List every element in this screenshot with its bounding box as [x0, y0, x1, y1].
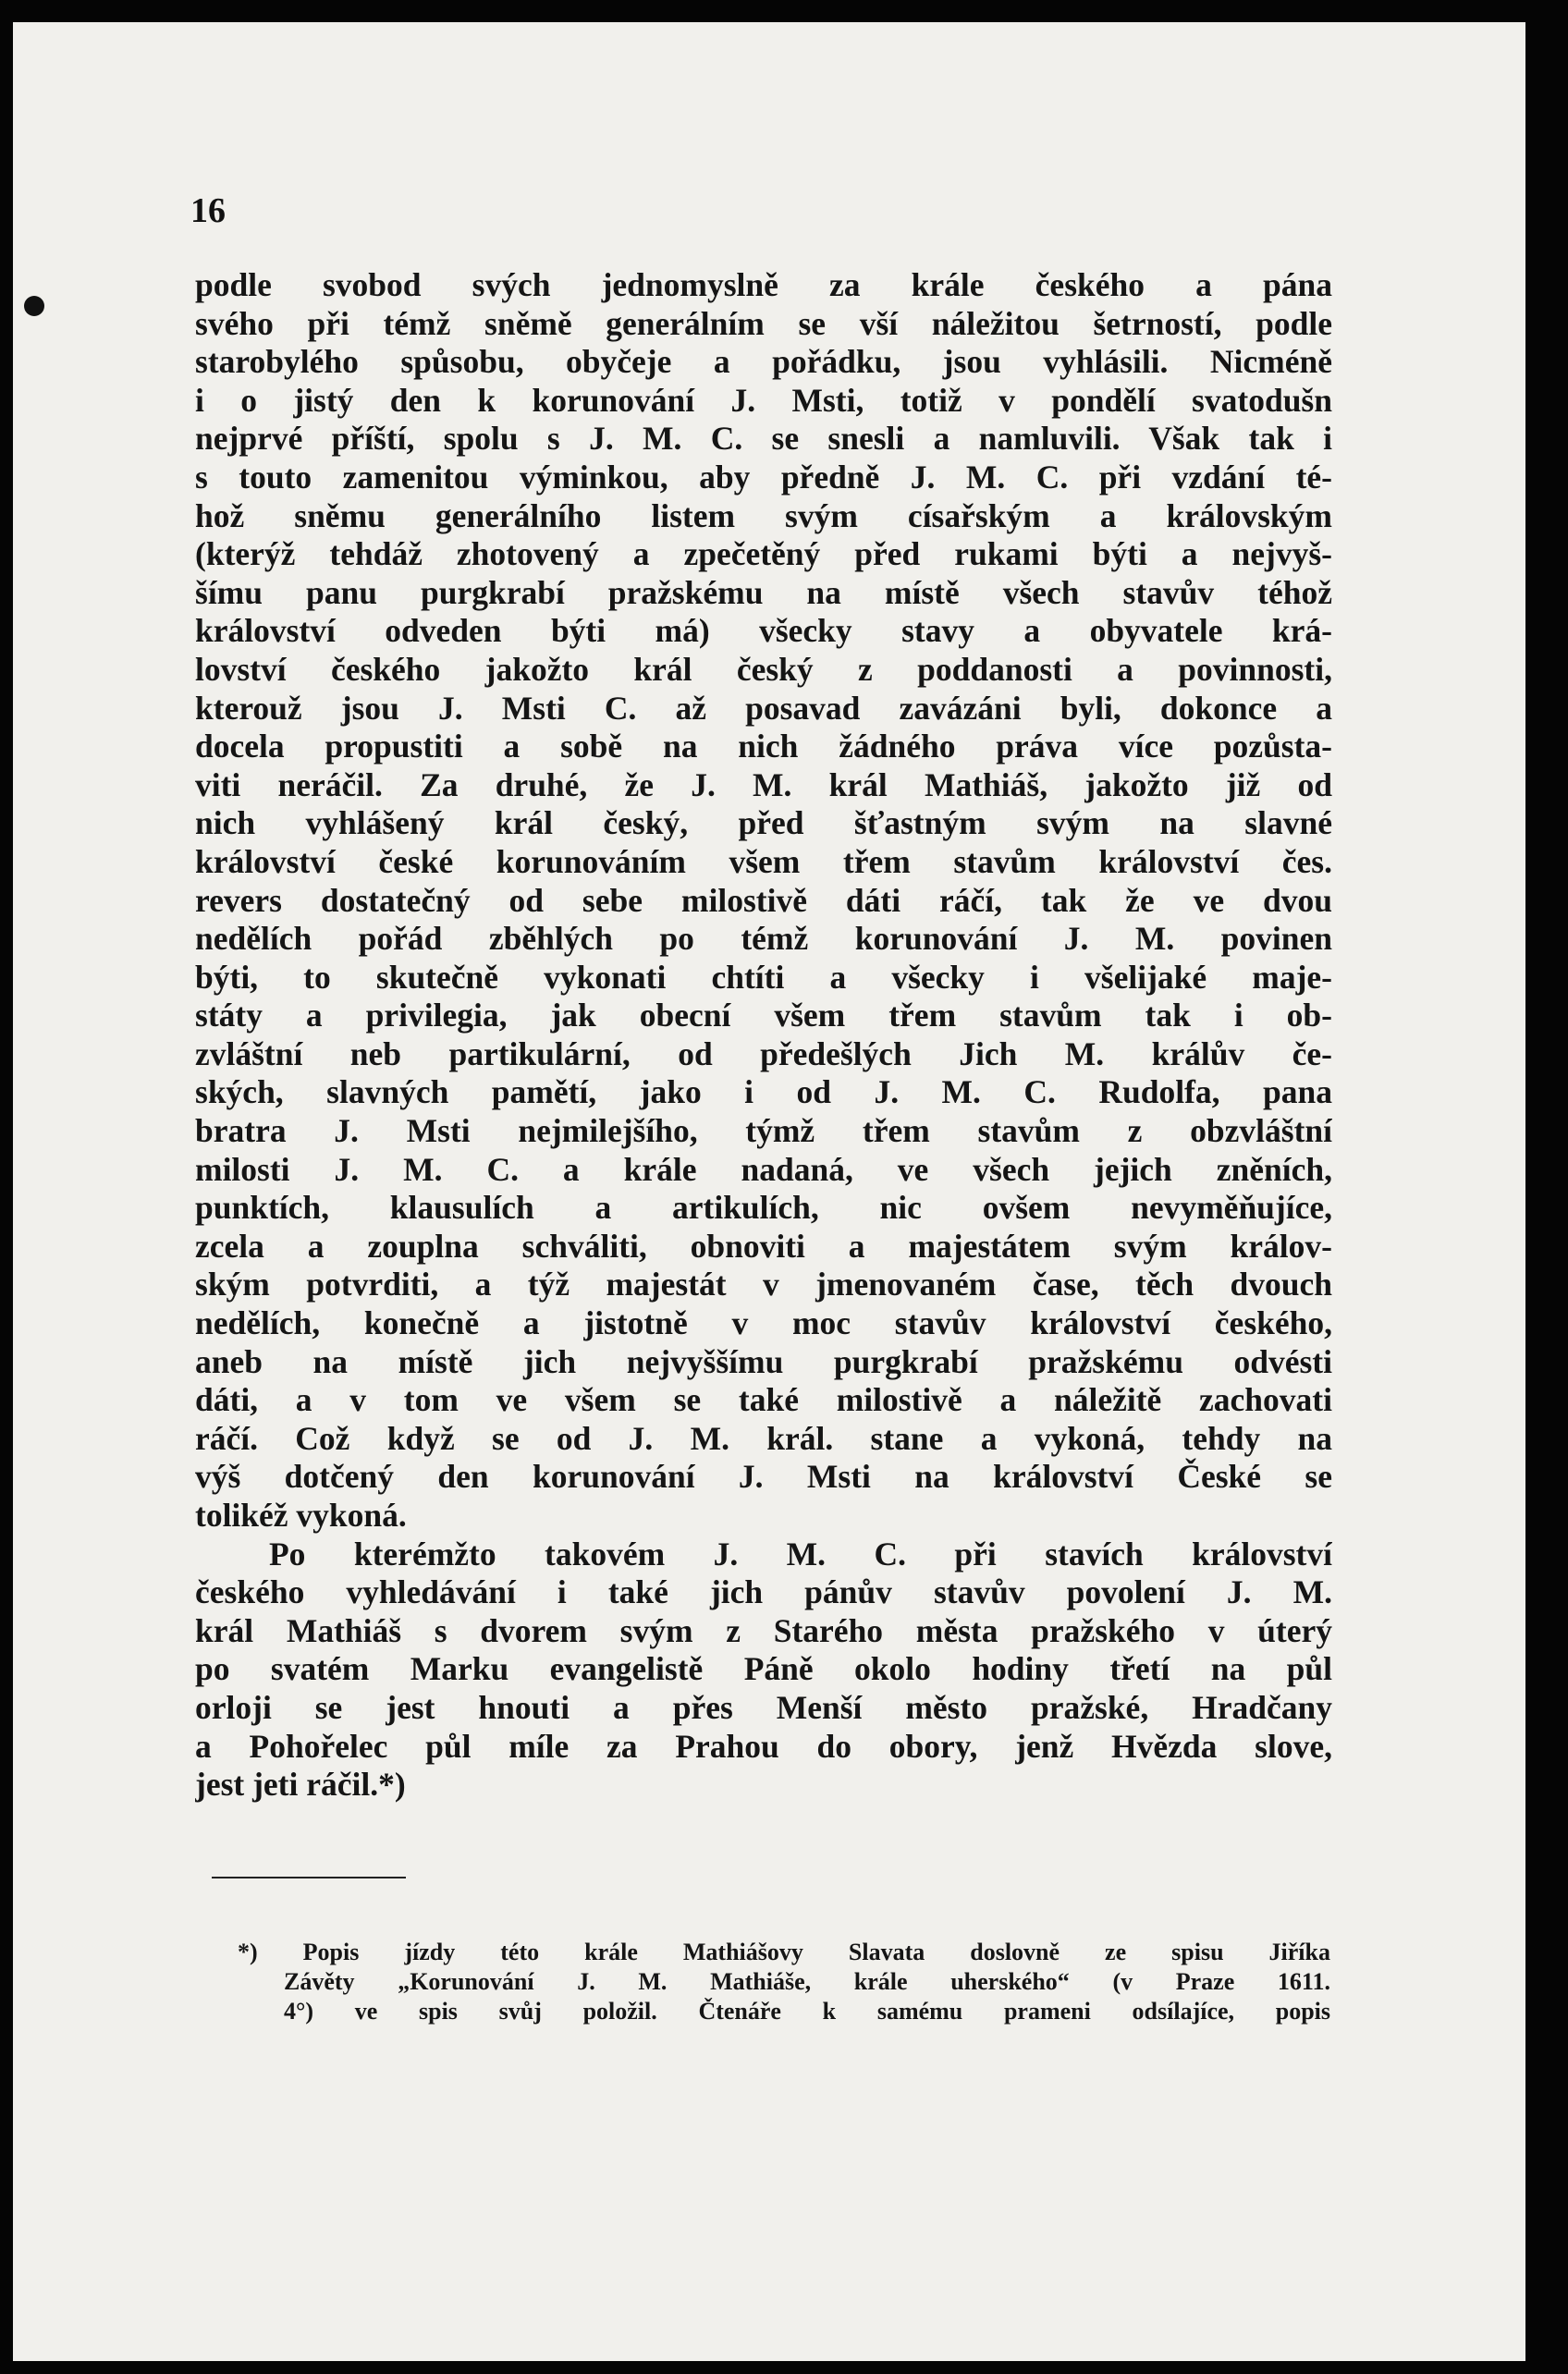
text-line: milosti J. M. C. a krále nadaná, ve všech jejich zněních,	[195, 1150, 1332, 1188]
footnote	[238, 1938, 1330, 2026]
scan-mark	[24, 296, 44, 316]
text-line: býti, to skutečně vykonati chtíti a všecky i všelijaké maje-	[195, 958, 1332, 996]
text-line: aneb na místě jich nejvyššímu purgkrabí pražskému odvésti	[195, 1342, 1332, 1380]
page-number: 16	[190, 191, 226, 230]
text-line: i o jistý den k korunování J. Msti, totiž v pondělí svatodušn	[195, 381, 1332, 419]
text-line: bratra J. Msti nejmilejšího, týmž třem stavům z obzvláštní	[195, 1112, 1332, 1150]
book-page	[13, 22, 1525, 2361]
text-line: českého vyhledávání i také jich pánův stavův povolení J. M.	[195, 1573, 1332, 1611]
text-line: Po kterémžto takovém J. M. C. při stavích království	[269, 1535, 1332, 1572]
footnote-separator	[212, 1877, 406, 1878]
text-line: nedělích pořád zběhlých po témž korunování J. M. povinen	[195, 920, 1332, 958]
text-line: král Mathiáš s dvorem svým z Starého města pražského v úterý	[195, 1611, 1332, 1649]
text-line: lovství českého jakožto král český z poddanosti a povinnosti,	[195, 650, 1332, 688]
text-line: království odveden býti má) všecky stavy a obyvatele krá-	[195, 612, 1332, 650]
text-line: (kterýž tehdáž zhotovený a zpečetěný před rukami býti a nejvyš-	[195, 535, 1332, 573]
text-line: starobylého spůsobu, obyčeje a pořádku, jsou vyhlásili. Nicméně	[195, 343, 1332, 381]
body-text	[195, 266, 1332, 1805]
text-line: s touto zamenitou výminkou, aby předně J. M. C. při vzdání té-	[195, 458, 1332, 496]
text-line: revers dostatečný od sebe milostivě dáti ráčí, tak že ve dvou	[195, 881, 1332, 919]
footnote-line: Závěty „Korunování J. M. Mathiáše, krále uherského“ (v Praze 1611.	[284, 1968, 1330, 1995]
text-line: po svatém Marku evangelistě Páně okolo hodiny třetí na půl	[195, 1650, 1332, 1688]
text-line: punktích, klausulích a artikulích, nic ovšem nevyměňujíce,	[195, 1189, 1332, 1227]
text-line: dáti, a v tom ve všem se také milostivě a náležitě zachovati	[195, 1381, 1332, 1419]
text-line: zcela a zouplna schváliti, obnoviti a majestátem svým králov-	[195, 1227, 1332, 1265]
text-line: hož sněmu generálního listem svým císařským a královským	[195, 496, 1332, 534]
text-line: království české korunováním všem třem stavům království čes.	[195, 842, 1332, 880]
text-line: ským potvrditi, a týž majestát v jmenovaném čase, těch dvouch	[195, 1266, 1332, 1303]
text-line: orloji se jest hnouti a přes Menší město pražské, Hradčany	[195, 1688, 1332, 1726]
text-line: výš dotčený den korunování J. Msti na království České se	[195, 1458, 1332, 1496]
text-line: kterouž jsou J. Msti C. až posavad zavázáni byli, dokonce a	[195, 689, 1332, 727]
text-line: podle svobod svých jednomyslně za krále českého a pána	[195, 266, 1332, 303]
text-line: a Pohořelec půl míle za Prahou do obory, jenž Hvězda slove,	[195, 1727, 1332, 1765]
scan-edge	[1551, 0, 1568, 2374]
text-line: nich vyhlášený král český, před šťastným svým na slavné	[195, 804, 1332, 842]
text-line: ráčí. Což když se od J. M. král. stane a vykoná, tehdy na	[195, 1419, 1332, 1457]
text-line: viti neráčil. Za druhé, že J. M. král Mathiáš, jakožto již od	[195, 765, 1332, 803]
text-line: zvláštní neb partikulární, od předešlých Jich M. králův če-	[195, 1034, 1332, 1072]
text-line: nejprvé příští, spolu s J. M. C. se snesli a namluvili. Však tak i	[195, 420, 1332, 458]
text-line: tolikéž vykoná.	[195, 1497, 407, 1534]
text-line: ských, slavných pamětí, jako i od J. M. C. Rudolfa, pana	[195, 1073, 1332, 1111]
text-line: svého při témž sněmě generálním se vší náležitou šetrností, podle	[195, 304, 1332, 342]
text-line: šímu panu purgkrabí pražskému na místě všech stavův téhož	[195, 573, 1332, 611]
text-line: nedělích, konečně a jistotně v moc stavův království českého,	[195, 1304, 1332, 1342]
footnote-line: 4°) ve spis svůj položil. Čtenáře k samému prameni odsílajíce, popis	[284, 1998, 1330, 2025]
text-line: docela propustiti a sobě na nich žádného práva více pozůsta-	[195, 728, 1332, 765]
text-line: státy a privilegia, jak obecní všem třem stavům tak i ob-	[195, 997, 1332, 1034]
footnote-line: *) Popis jízdy této krále Mathiášovy Slavata doslovně ze spisu Jiříka	[238, 1939, 1330, 1965]
text-line: jest jeti ráčil.*)	[195, 1766, 406, 1804]
